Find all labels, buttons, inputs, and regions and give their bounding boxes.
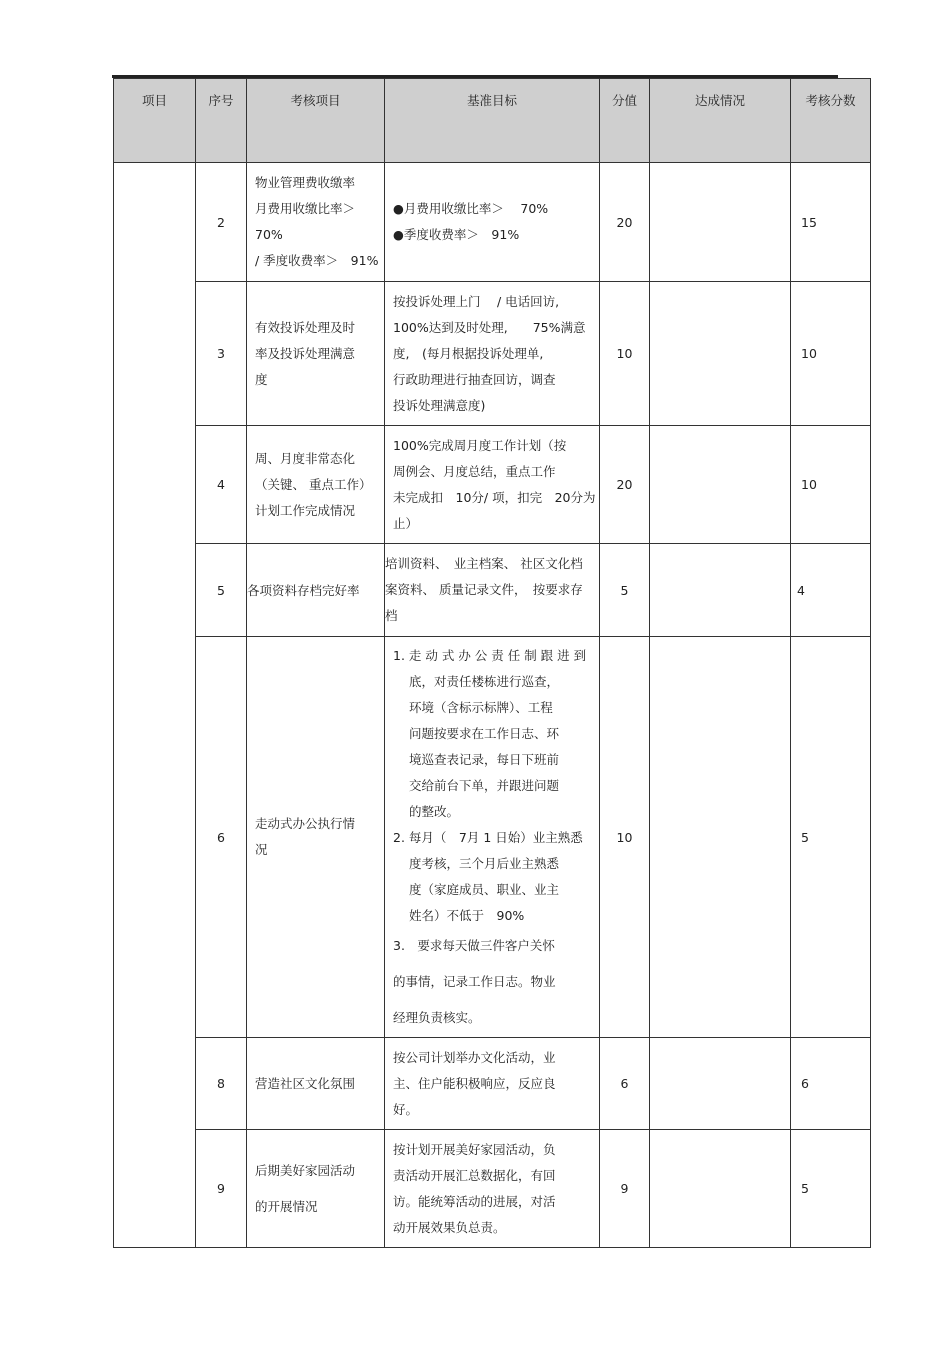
row-number: 9 xyxy=(196,1130,247,1248)
result-cell: 15 xyxy=(791,163,871,282)
item-cell: 营造社区文化氛围 xyxy=(247,1038,385,1130)
score-cell: 10 xyxy=(600,282,650,426)
score-cell: 5 xyxy=(600,544,650,637)
status-cell xyxy=(650,426,791,544)
header-result: 考核分数 xyxy=(791,79,871,163)
table-row xyxy=(114,282,871,426)
score-cell: 9 xyxy=(600,1130,650,1248)
item-cell: 各项资料存档完好率 xyxy=(247,544,385,637)
score-cell: 20 xyxy=(600,163,650,282)
status-cell xyxy=(650,637,791,1038)
status-cell xyxy=(650,163,791,282)
status-cell xyxy=(650,1130,791,1248)
status-cell xyxy=(650,1038,791,1130)
result-cell: 6 xyxy=(791,1038,871,1130)
result-cell: 4 xyxy=(791,544,871,637)
row-number: 8 xyxy=(196,1038,247,1130)
score-cell: 10 xyxy=(600,637,650,1038)
header-number: 序号 xyxy=(196,79,247,163)
target-cell: 按计划开展美好家园活动，负 责活动开展汇总数据化，有回 访。能统筹活动的进展，对活 动开展效果负总责。 xyxy=(385,1130,600,1248)
status-cell xyxy=(650,544,791,637)
header-row xyxy=(114,79,871,163)
item-cell: 周、月度非常态化 （关键、 重点工作） 计划工作完成情况 xyxy=(247,426,385,544)
category-cell xyxy=(114,163,196,1248)
score-cell: 20 xyxy=(600,426,650,544)
table-row xyxy=(114,163,871,282)
header-category: 项目 xyxy=(114,79,196,163)
row-number: 5 xyxy=(196,544,247,637)
table-row xyxy=(114,544,871,637)
status-cell xyxy=(650,282,791,426)
target-cell: 培训资料、 业主档案、 社区文化档 案资料、 质量记录文件， 按要求存 档 xyxy=(385,544,600,637)
target-cell: 100%完成周月度工作计划（按 周例会、月度总结，重点工作 未完成扣 10分/ 项，扣完 20分为 止） xyxy=(385,426,600,544)
header-score: 分值 xyxy=(600,79,650,163)
row-number: 3 xyxy=(196,282,247,426)
result-cell: 10 xyxy=(791,426,871,544)
header-status: 达成情况 xyxy=(650,79,791,163)
target-cell: 按公司计划举办文化活动，业 主、住户能积极响应，反应良 好。 xyxy=(385,1038,600,1130)
header-item: 考核项目 xyxy=(247,79,385,163)
table-row xyxy=(114,637,871,1038)
header-target: 基准目标 xyxy=(385,79,600,163)
item-cell: 物业管理费收缴率 月费用收缴比率＞ 70% / 季度收费率＞ 91% xyxy=(247,163,385,282)
target-cell: ●月费用收缴比率＞ 70% ●季度收费率＞ 91% xyxy=(385,163,600,282)
item-cell: 后期美好家园活动 的开展情况 xyxy=(247,1130,385,1248)
table-row xyxy=(114,426,871,544)
assessment-table xyxy=(113,78,871,1248)
result-cell: 10 xyxy=(791,282,871,426)
target-cell: 1. 走 动 式 办 公 责 任 制 跟 进 到 底，对责任楼栋进行巡查， 环境（含标示标牌）、工程 问题按要求在工作日志、环 境巡查表记录，每日下班前 交给前台下单，并跟进问题 的整改。 2. 每月（ 7月 1 日始）业主熟悉 度考核，三个月后业主熟悉 度（家庭成员、职业、业主 姓名）不低于 90% 3. 要求每天做三件客户关怀 的事情，记录工作日志。物业 经理负责核实。 xyxy=(385,637,600,1038)
result-cell: 5 xyxy=(791,1130,871,1248)
table-row xyxy=(114,1038,871,1130)
item-cell: 有效投诉处理及时 率及投诉处理满意 度 xyxy=(247,282,385,426)
row-number: 4 xyxy=(196,426,247,544)
result-cell: 5 xyxy=(791,637,871,1038)
row-number: 6 xyxy=(196,637,247,1038)
table-row xyxy=(114,1130,871,1248)
score-cell: 6 xyxy=(600,1038,650,1130)
target-cell: 按投诉处理上门 / 电话回访, 100%达到及时处理, 75%满意 度, (每月根据投诉处理单, 行政助理进行抽查回访，调查 投诉处理满意度) xyxy=(385,282,600,426)
row-number: 2 xyxy=(196,163,247,282)
item-cell: 走动式办公执行情 况 xyxy=(247,637,385,1038)
